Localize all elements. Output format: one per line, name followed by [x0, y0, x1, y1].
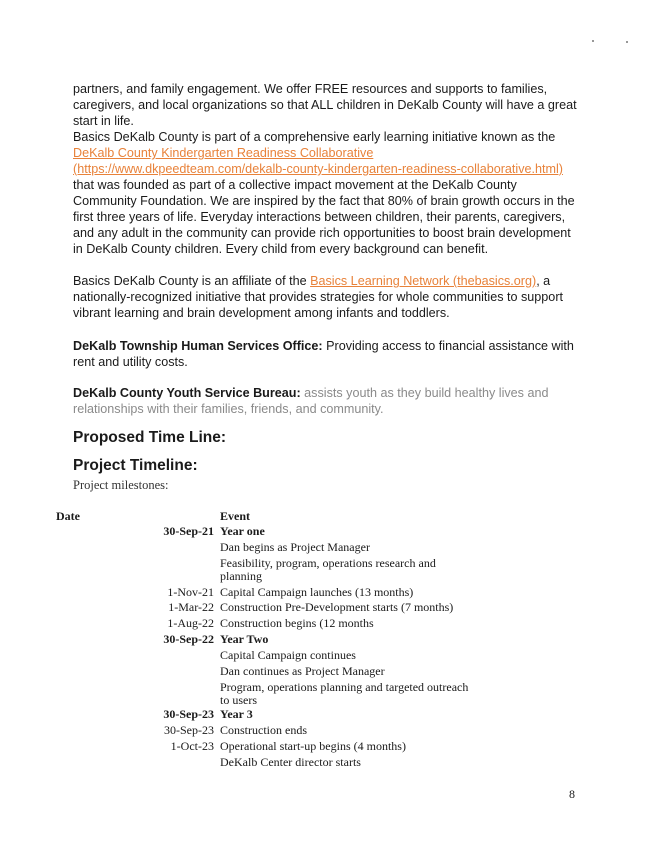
timeline-event: Construction Pre-Development starts (7 months) [220, 600, 454, 614]
milestones-label: Project milestones: [73, 478, 169, 492]
project-timeline-heading: Project Timeline: [73, 457, 198, 474]
timeline-event: Year one [220, 524, 265, 538]
youth-bureau-label: DeKalb County Youth Service Bureau: [73, 386, 301, 400]
collaborative-paragraph [73, 129, 583, 257]
timeline-date: 30-Sep-23 [163, 707, 214, 721]
timeline-date: 1-Mar-22 [168, 600, 214, 614]
timeline-date: 30-Sep-23 [164, 723, 214, 737]
timeline-date: 30-Sep-22 [163, 632, 214, 646]
timeline-date-header: Date [56, 509, 80, 523]
timeline-event: Construction begins (12 months [220, 616, 374, 630]
collaborative-text-end: that was founded as part of a collective impact movement at the DeKalb County Community Foundation. We are inspired by the fact that 80% of brain growth occurs in the first three years of life. Everyday interactions between children, their parents, caregivers, and any adult in the community can provide rich opportunities to boost brain development in DeKalb County children. Every child from every background can benefit. [73, 178, 575, 256]
timeline-event: Capital Campaign launches (13 months) [220, 585, 414, 599]
youth-bureau-paragraph [73, 385, 583, 417]
timeline-event: Year 3 [220, 707, 253, 721]
timeline-event-header: Event [220, 509, 250, 523]
timeline-date: 30-Sep-21 [163, 524, 214, 538]
human-services-label: DeKalb Township Human Services Office: [73, 339, 323, 353]
basics-text-start: Basics DeKalb County is an affiliate of the [73, 274, 311, 288]
timeline-date: 1-Aug-22 [167, 616, 214, 630]
timeline-event: Program, operations planning and targeted outreach to users [220, 680, 469, 707]
collaborative-text-start: Basics DeKalb County is part of a comprehensive early learning initiative known as the [73, 130, 556, 144]
timeline-event: Operational start-up begins (4 months) [220, 739, 406, 753]
basics-network-link[interactable]: Basics Learning Network (thebasics.org) [310, 274, 537, 288]
timeline-event: Capital Campaign continues [220, 648, 356, 662]
timeline-event: Year Two [220, 632, 269, 646]
scan-speck [592, 40, 594, 42]
page-number: 8 [569, 787, 575, 801]
timeline-event: Dan begins as Project Manager [220, 540, 370, 554]
timeline-event: Construction ends [220, 723, 307, 737]
timeline-event: Dan continues as Project Manager [220, 664, 385, 678]
youth-bureau-text: assists youth as they build healthy lives and relationships with their families, friends, and community. [73, 386, 549, 416]
intro-paragraph: partners, and family engagement. We offer FREE resources and supports to families, caregivers, and local organizations so that ALL children in DeKalb County will have a great start in life. [73, 82, 577, 128]
scan-speck [626, 41, 628, 43]
timeline-date: 1-Nov-21 [167, 585, 214, 599]
timeline-event: DeKalb Center director starts [220, 755, 361, 769]
basics-text-end: , a nationally-recognized initiative that provides strategies for whole communities to support vibrant learning and brain development among infants and toddlers. [73, 274, 564, 320]
collaborative-link[interactable]: DeKalb County Kindergarten Readiness Collaborative (https://www.dkpeedteam.com/dekalb-county-kindergarten-readiness-collaborative.html) [73, 146, 563, 176]
human-services-text: Providing access to financial assistance with rent and utility costs. [73, 339, 574, 369]
timeline-date: 1-Oct-23 [170, 739, 214, 753]
timeline-event: Feasibility, program, operations research and planning [220, 556, 436, 583]
proposed-timeline-heading: Proposed Time Line: [73, 429, 227, 446]
human-services-paragraph [73, 338, 583, 370]
basics-network-paragraph [73, 273, 583, 321]
